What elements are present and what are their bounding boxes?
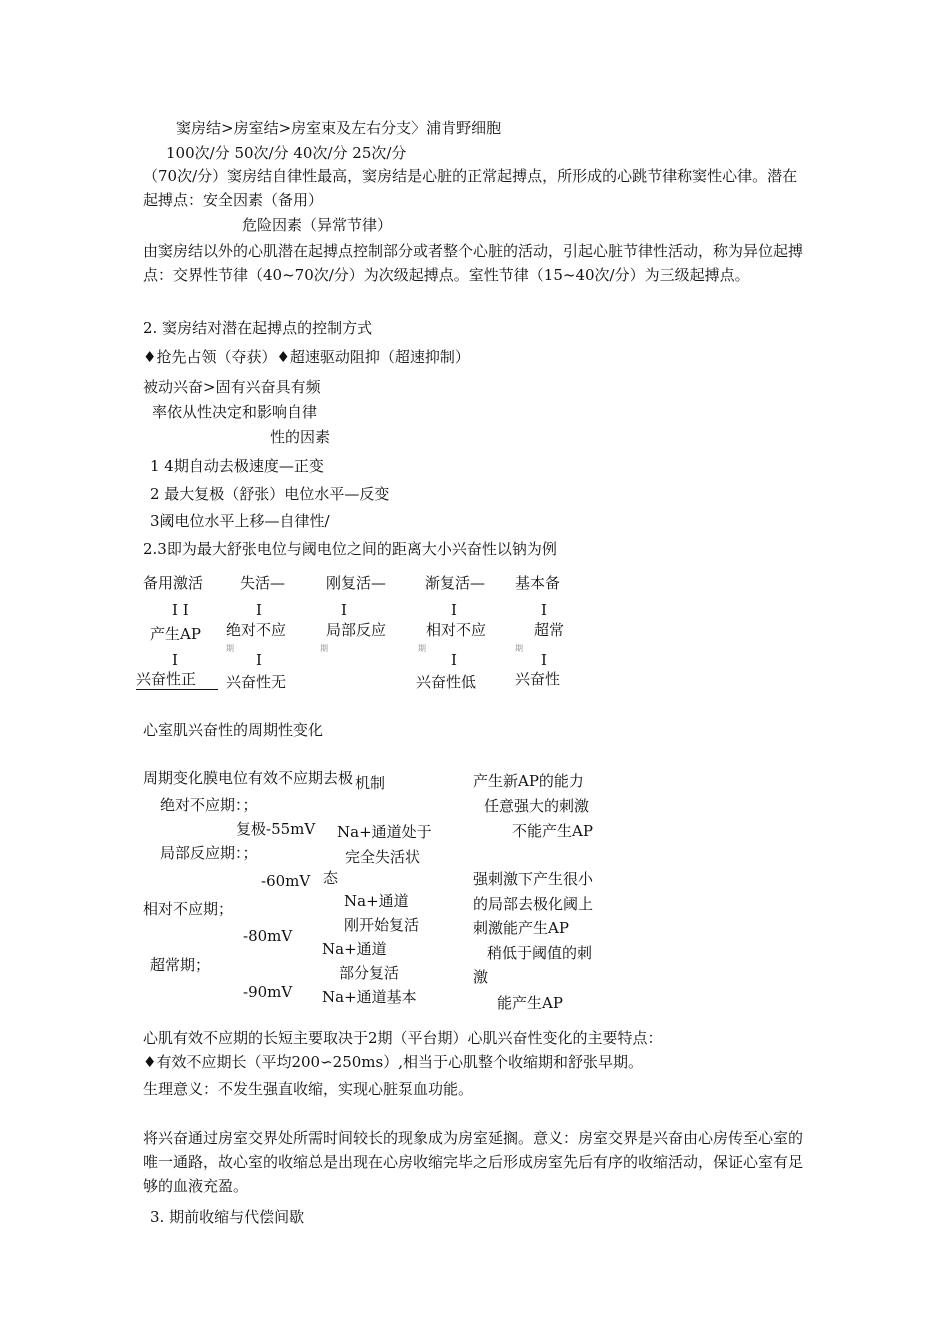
state-faint-4: 期 xyxy=(418,644,428,653)
ability-3a: 稍低于阈值的刺 xyxy=(487,944,593,962)
potential-2: -60mV xyxy=(261,872,311,890)
av-delay-paragraph: 将兴奋通过房室交界处所需时间较长的现象成为房室延搁。意义：房室交界是兴奋由心房传至心室的唯一通路，故心室的收缩总是出现在心房收缩完毕之后形成房室先后有序的收缩活动，保证心室有足够的血液充盈。 xyxy=(143,1129,804,1195)
state-excitability-2: 兴奋性无 xyxy=(226,673,287,691)
risk-factor-line: 危险因素（异常节律） xyxy=(242,216,393,234)
erp-length: ♦有效不应期长（平均200∽250ms）,相当于心肌整个收缩期和舒张早期。 xyxy=(143,1053,643,1071)
mechanism-3a: Na+通道 xyxy=(322,940,387,958)
mechanism-4: Na+通道基本 xyxy=(322,988,417,1006)
mechanism-1c: 态 xyxy=(323,869,339,887)
table-header-mechanism: 机制 xyxy=(355,774,386,792)
state-bar-9: I xyxy=(541,651,547,669)
ability-2b: 的局部去极化阈上 xyxy=(473,895,594,913)
state-bar-3: I xyxy=(341,601,347,619)
state-result-1: 产生AP xyxy=(150,625,201,643)
mechanism-1b: 完全失活状 xyxy=(345,848,421,866)
state-faint-2: 期 xyxy=(226,644,236,653)
state-bar-7: I xyxy=(256,651,262,669)
state-excitability-3: 兴奋性低 xyxy=(416,673,477,691)
state-header-4: 渐复活— xyxy=(425,574,486,592)
ability-1b: 不能产生AP xyxy=(512,822,593,840)
ability-1a: 任意强大的刺激 xyxy=(484,797,590,815)
ability-3c: 能产生AP xyxy=(497,994,563,1012)
state-header-2: 失活— xyxy=(240,574,286,592)
state-result-2: 绝对不应 xyxy=(226,621,287,639)
state-result-3: 局部反应 xyxy=(326,621,387,639)
pacemaker-hierarchy: 窦房结>房室结>房室束及左右分支〉浦肯野细胞 xyxy=(176,119,502,137)
state-header-5: 基本备 xyxy=(515,574,561,592)
state-excitability-1: 兴奋性正 xyxy=(136,669,218,690)
ability-3b: 激 xyxy=(473,968,489,986)
state-bar-4: I xyxy=(451,601,457,619)
mechanism-2b: 刚开始复活 xyxy=(344,916,420,934)
ability-2a: 强刺激下产生很小 xyxy=(473,870,594,888)
passive-excitation-line: 被动兴奋>固有兴奋具有频 xyxy=(143,378,321,396)
state-result-5: 超常 xyxy=(534,621,565,639)
mechanism-1a: Na+通道处于 xyxy=(337,823,432,841)
rate-dependence-line: 率依从性决定和影响自律 xyxy=(152,403,318,421)
sodium-example-line: 2.3即为最大舒张电位与阈电位之间的距离大小兴奋性以钠为例 xyxy=(143,540,557,558)
state-bar-1: I I xyxy=(172,601,189,619)
table-header-ability: 产生新AP的能力 xyxy=(473,772,584,790)
state-header-1: 备用激活 xyxy=(143,574,204,592)
potential-3: -80mV xyxy=(243,927,293,945)
section-2-heading: 2. 窦房结对潜在起搏点的控制方式 xyxy=(143,319,373,337)
state-result-4: 相对不应 xyxy=(426,621,487,639)
control-methods: ♦抢先占领（夺获）♦超速驱动阻抑（超速抑制） xyxy=(143,348,470,366)
state-header-3: 刚复活— xyxy=(326,574,387,592)
factors-line: 性的因素 xyxy=(270,428,331,446)
state-bar-6: I xyxy=(172,651,178,669)
factor-1: 1 4期自动去极速度—正变 xyxy=(150,457,324,475)
state-excitability-4: 兴奋性 xyxy=(515,670,561,688)
mechanism-3b: 部分复活 xyxy=(339,964,400,982)
sinus-rhythm-paragraph: （70次/分）窦房结自律性最高，窦房结是心脏的正常起搏点，所形成的心跳节律称窦性心律。潜在起搏点：安全因素（备用） xyxy=(143,167,798,209)
period-absolute: 绝对不应期：； xyxy=(160,796,258,814)
section-3-heading: 3. 期前收缩与代偿间歇 xyxy=(150,1208,305,1226)
period-supernormal: 超常期； xyxy=(150,956,211,974)
mechanism-2a: Na+通道 xyxy=(344,892,409,910)
potential-4: -90mV xyxy=(243,983,293,1001)
state-faint-5: 期 xyxy=(515,644,525,653)
state-bar-5: I xyxy=(541,601,547,619)
potential-1: 复极-55mV xyxy=(236,820,316,838)
factor-3: 3阈电位水平上移—自律性/ xyxy=(150,512,330,530)
erp-determinant: 心肌有效不应期的长短主要取决于2期（平台期）心肌兴奋性变化的主要特点： xyxy=(143,1029,663,1047)
table-title: 心室肌兴奋性的周期性变化 xyxy=(143,721,324,739)
period-local: 局部反应期：； xyxy=(160,844,258,862)
state-faint-3: 期 xyxy=(320,644,330,653)
ectopic-pacemaker-paragraph: 由窦房结以外的心肌潜在起搏点控制部分或者整个心脏的活动，引起心脏节律性活动，称为异位起搏点：交界性节律（40~70次/分）为次级起搏点。室性节律（15~40次/分）为三级起搏点。 xyxy=(143,242,804,284)
physiological-significance: 生理意义：不发生强直收缩，实现心脏泵血功能。 xyxy=(143,1080,474,1098)
pacemaker-rates: 100次/分 50次/分 40次/分 25次/分 xyxy=(166,144,407,162)
factor-2: 2 最大复极（舒张）电位水平—反变 xyxy=(150,485,390,503)
ability-2c: 刺激能产生AP xyxy=(473,919,569,937)
state-bar-2: I xyxy=(256,601,262,619)
period-relative: 相对不应期； xyxy=(143,900,234,918)
state-bar-8: I xyxy=(451,651,457,669)
table-header-period: 周期变化膜电位有效不应期去极 xyxy=(143,769,354,787)
